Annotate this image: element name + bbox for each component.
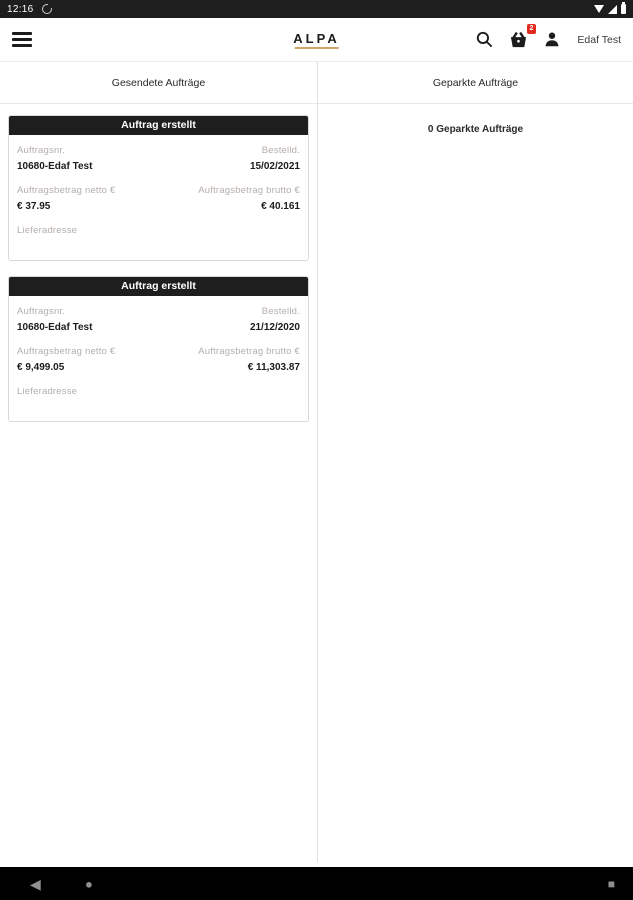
order-date-value: 15/02/2021: [249, 161, 300, 172]
gross-label: Auftragsbetrag brutto €: [198, 346, 300, 357]
cart-icon[interactable]: [508, 24, 534, 50]
net-value: € 37.95: [17, 201, 51, 212]
nav-back-icon[interactable]: ◀: [30, 875, 41, 892]
status-bar: [0, 0, 633, 18]
battery-icon: [621, 4, 626, 14]
app-bar: [0, 18, 633, 62]
sent-orders-header: Gesendete Aufträge: [0, 62, 317, 104]
nav-recents-icon[interactable]: ■: [607, 876, 615, 891]
wifi-icon: [594, 5, 604, 13]
parked-orders-header: Geparkte Aufträge: [318, 62, 633, 104]
net-value: € 9,499.05: [17, 362, 65, 373]
sent-orders-column: [0, 62, 318, 862]
parked-orders-empty-text: 0 Geparkte Aufträge: [427, 124, 524, 135]
cart-badge: 2: [527, 24, 537, 34]
net-label: Auftragsbetrag netto €: [17, 185, 116, 196]
delivery-address-label: Lieferadresse: [17, 386, 78, 397]
main-content: [0, 62, 633, 862]
net-label: Auftragsbetrag netto €: [17, 346, 116, 357]
parked-orders-column: [318, 62, 633, 862]
order-no-label: Auftragsnr.: [17, 145, 66, 156]
android-nav-bar: [0, 867, 633, 900]
order-status-badge: Auftrag erstellt: [9, 277, 308, 296]
order-no-label: Auftragsnr.: [17, 306, 66, 317]
menu-icon[interactable]: [12, 29, 32, 51]
gross-value: € 40.161: [261, 201, 300, 212]
search-icon[interactable]: [475, 30, 494, 49]
notification-app-icon: [42, 4, 52, 14]
order-no-value: 10680-Edaf Test: [17, 161, 93, 172]
cell-signal-icon: [608, 5, 617, 14]
account-icon[interactable]: [543, 30, 561, 49]
order-status-badge: Auftrag erstellt: [9, 116, 308, 135]
order-date-label: Bestelld.: [261, 145, 300, 156]
nav-home-icon[interactable]: ●: [85, 876, 93, 891]
delivery-address-label: Lieferadresse: [17, 225, 78, 236]
order-card[interactable]: [8, 276, 309, 422]
order-date-label: Bestelld.: [261, 306, 300, 317]
app-logo: [293, 31, 339, 49]
user-name[interactable]: Edaf Test: [577, 33, 621, 46]
gross-label: Auftragsbetrag brutto €: [198, 185, 300, 196]
status-time: 12:16: [7, 3, 34, 15]
order-date-value: 21/12/2020: [249, 322, 300, 333]
logo-text: ALPA: [293, 30, 340, 46]
order-no-value: 10680-Edaf Test: [17, 322, 93, 333]
order-card[interactable]: [8, 115, 309, 261]
gross-value: € 11,303.87: [247, 362, 300, 373]
logo-tagline: [295, 47, 339, 49]
